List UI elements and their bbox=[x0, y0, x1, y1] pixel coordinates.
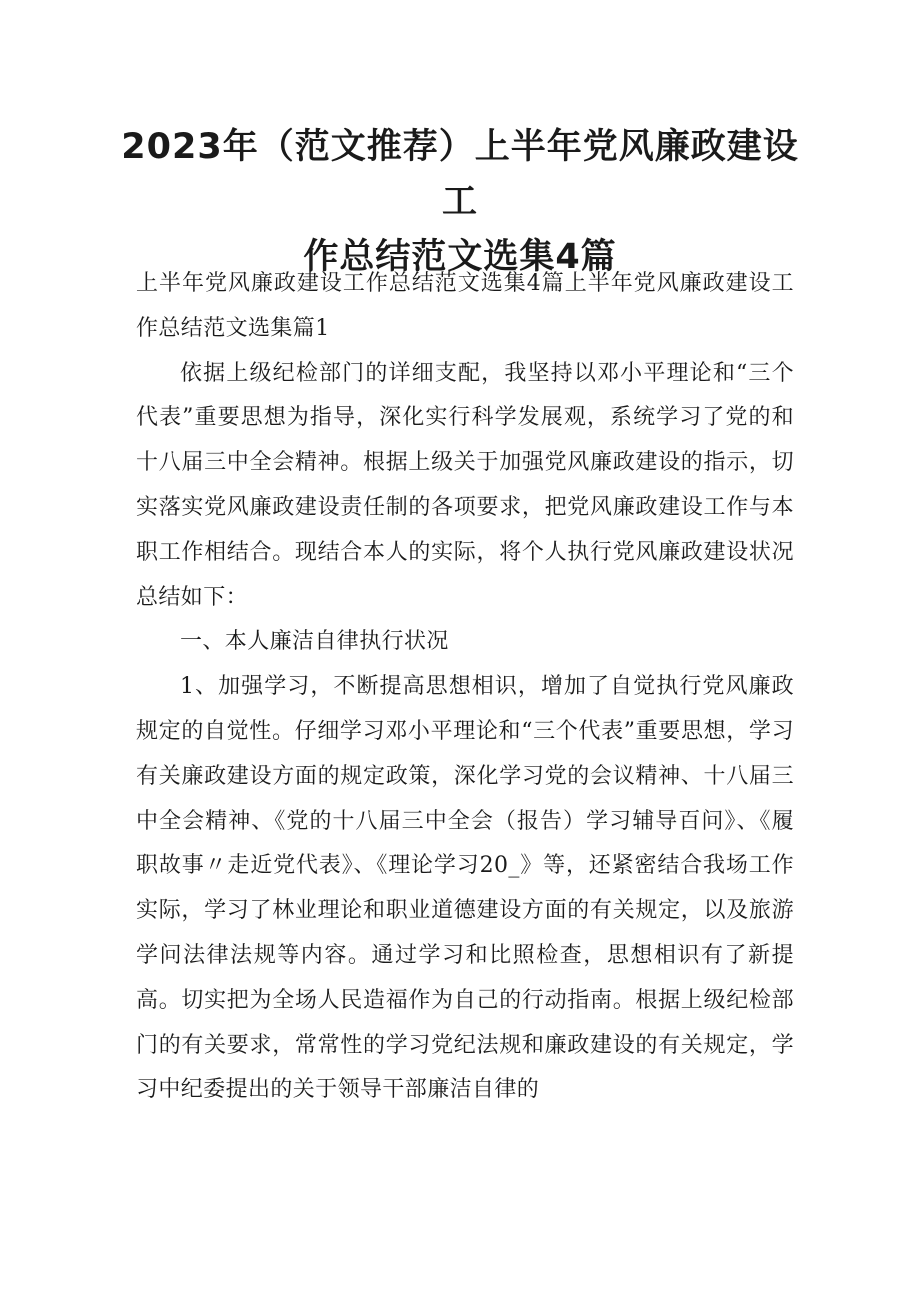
intro-paragraph: 依据上级纪检部门的详细支配，我坚持以邓小平理论和“三个代表”重要思想为指导，深化实行科学发展观，系统学习了党的和十八届三中全会精神。根据上级关于加强党风廉政建设的指示，切实落实党风廉政建设责任制的各项要求，把党风廉政建设工作与本职工作相结合。现结合本人的实际，将个人执行党风廉政建设状况总结如下： bbox=[136, 360, 794, 610]
title-line-2: 作总结范文选集4篇 bbox=[303, 237, 617, 277]
body-paragraph: 1、加强学习，不断提高思想相识，增加了自觉执行党风廉政规定的自觉性。仔细学习邓小平理论和“三个代表”重要思想，学习有关廉政建设方面的规定政策，深化学习党的会议精神、十八届三中全会精神、《党的十八届三中全会（报告）学习辅导百问》、《履职故事〃走近党代表》、《理论学习20_》等，还紧密结合我场工作实际，学习了林业理论和职业道德建设方面的有关规定，以及旅游学问法律法规等内容。通过学习和比照检查，思想相识有了新提高。切实把为全场人民造福作为自己的行动指南。根据上级纪检部门的有关要求，常常性的学习党纪法规和廉政建设的有关规定，学习中纪委提出的关于领导干部廉洁自律的 bbox=[136, 674, 794, 1103]
document-title bbox=[120, 120, 800, 285]
section-heading: 一、本人廉洁自律执行状况 bbox=[180, 629, 449, 655]
document-body bbox=[136, 262, 794, 1113]
title-line-1: 2023年（范文推荐）上半年党风廉政建设工 bbox=[121, 127, 799, 222]
subtitle-paragraph: 上半年党风廉政建设工作总结范文选集4篇上半年党风廉政建设工作总结范文选集篇1 bbox=[136, 271, 794, 341]
